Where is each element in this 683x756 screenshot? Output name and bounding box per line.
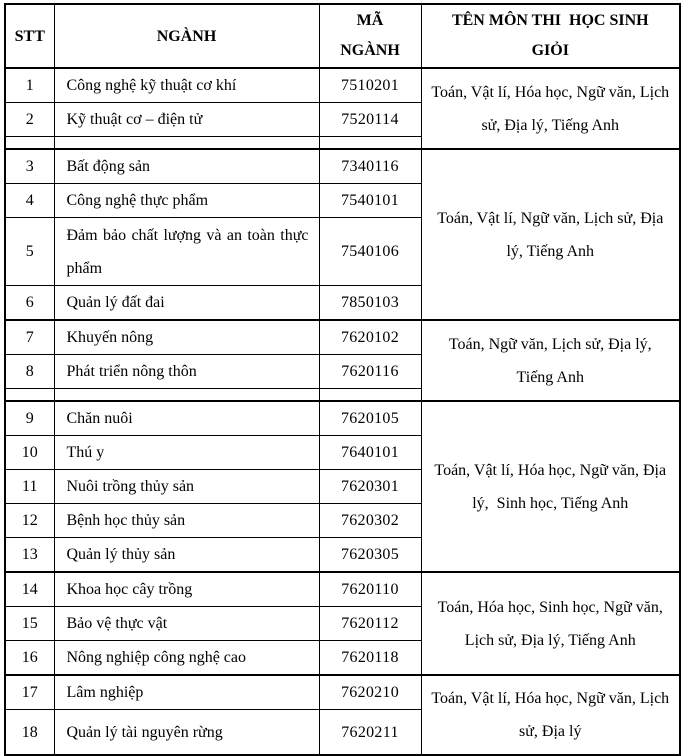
stt-cell: 13 [5, 538, 54, 573]
stt-cell: 4 [5, 184, 54, 218]
code-cell: 7520114 [319, 103, 421, 137]
stt-cell: 14 [5, 572, 54, 607]
table-row [5, 149, 680, 184]
spacer-cell [5, 389, 54, 402]
table-row [5, 675, 680, 710]
nganh-cell: Nông nghiệp công nghệ cao [54, 641, 319, 676]
header-ma-nganh [319, 4, 421, 68]
nganh-cell: Công nghệ kỹ thuật cơ khí [54, 68, 319, 103]
stt-cell: 11 [5, 470, 54, 504]
subjects-group-cell: Toán, Vật lí, Hóa học, Ngữ văn, Địa lý, Sinh học, Tiếng Anh [421, 401, 680, 572]
spacer-cell [54, 389, 319, 402]
code-cell: 7340116 [319, 149, 421, 184]
nganh-cell: Bảo vệ thực vật [54, 607, 319, 641]
header-ma-nganh-line1: MÃ [356, 12, 384, 29]
stt-cell: 15 [5, 607, 54, 641]
stt-cell: 9 [5, 401, 54, 436]
nganh-cell: Đảm bảo chất lượng và an toàn thực phẩm [54, 218, 319, 286]
table-row [5, 401, 680, 436]
header-mon-thi-line2: GIỎI [531, 42, 569, 59]
subjects-group-cell: Toán, Vật lí, Hóa học, Ngữ văn, Lịch sử, Địa lý [421, 675, 680, 755]
stt-cell: 17 [5, 675, 54, 710]
nganh-cell: Khuyến nông [54, 320, 319, 355]
nganh-cell: Bất động sản [54, 149, 319, 184]
nganh-cell: Quản lý thủy sản [54, 538, 319, 573]
subjects-group-cell: Toán, Hóa học, Sinh học, Ngữ văn, Lịch sử, Địa lý, Tiếng Anh [421, 572, 680, 675]
stt-cell: 5 [5, 218, 54, 286]
code-cell: 7620110 [319, 572, 421, 607]
header-ma-nganh-line2: NGÀNH [340, 42, 400, 59]
stt-cell: 12 [5, 504, 54, 538]
stt-cell: 1 [5, 68, 54, 103]
admission-majors-table [4, 3, 681, 756]
nganh-cell: Chăn nuôi [54, 401, 319, 436]
code-cell: 7540101 [319, 184, 421, 218]
code-cell: 7620102 [319, 320, 421, 355]
header-stt: STT [5, 4, 54, 68]
stt-cell: 10 [5, 436, 54, 470]
spacer-cell [54, 137, 319, 150]
code-cell: 7620112 [319, 607, 421, 641]
table-row [5, 572, 680, 607]
code-cell: 7620305 [319, 538, 421, 573]
code-cell: 7620116 [319, 355, 421, 389]
nganh-cell: Công nghệ thực phẩm [54, 184, 319, 218]
code-cell: 7620105 [319, 401, 421, 436]
spacer-cell [319, 389, 421, 402]
header-mon-thi-line1: TÊN MÔN THI HỌC SINH [451, 12, 649, 29]
header-nganh: NGÀNH [54, 4, 319, 68]
code-cell: 7510201 [319, 68, 421, 103]
code-cell: 7620118 [319, 641, 421, 676]
table-row [5, 320, 680, 355]
stt-cell: 18 [5, 710, 54, 756]
header-row [5, 4, 680, 68]
nganh-cell: Bệnh học thủy sản [54, 504, 319, 538]
nganh-cell: Phát triển nông thôn [54, 355, 319, 389]
stt-cell: 8 [5, 355, 54, 389]
code-cell: 7620211 [319, 710, 421, 756]
nganh-cell: Thú y [54, 436, 319, 470]
nganh-cell: Quản lý tài nguyên rừng [54, 710, 319, 756]
stt-cell: 2 [5, 103, 54, 137]
stt-cell: 3 [5, 149, 54, 184]
code-cell: 7620302 [319, 504, 421, 538]
nganh-cell: Khoa học cây trồng [54, 572, 319, 607]
code-cell: 7620301 [319, 470, 421, 504]
subjects-group-cell: Toán, Vật lí, Hóa học, Ngữ văn, Lịch sử, Địa lý, Tiếng Anh [421, 68, 680, 149]
code-cell: 7540106 [319, 218, 421, 286]
code-cell: 7620210 [319, 675, 421, 710]
spacer-cell [5, 137, 54, 150]
stt-cell: 16 [5, 641, 54, 676]
code-cell: 7850103 [319, 286, 421, 321]
code-cell: 7640101 [319, 436, 421, 470]
subjects-group-cell: Toán, Ngữ văn, Lịch sử, Địa lý, Tiếng Anh [421, 320, 680, 401]
spacer-cell [319, 137, 421, 150]
nganh-cell: Lâm nghiệp [54, 675, 319, 710]
nganh-cell: Nuôi trồng thủy sản [54, 470, 319, 504]
header-mon-thi [421, 4, 680, 68]
nganh-cell: Kỹ thuật cơ – điện tử [54, 103, 319, 137]
stt-cell: 6 [5, 286, 54, 321]
subjects-group-cell: Toán, Vật lí, Ngữ văn, Lịch sử, Địa lý, Tiếng Anh [421, 149, 680, 320]
nganh-cell: Quản lý đất đai [54, 286, 319, 321]
table-row [5, 68, 680, 103]
stt-cell: 7 [5, 320, 54, 355]
